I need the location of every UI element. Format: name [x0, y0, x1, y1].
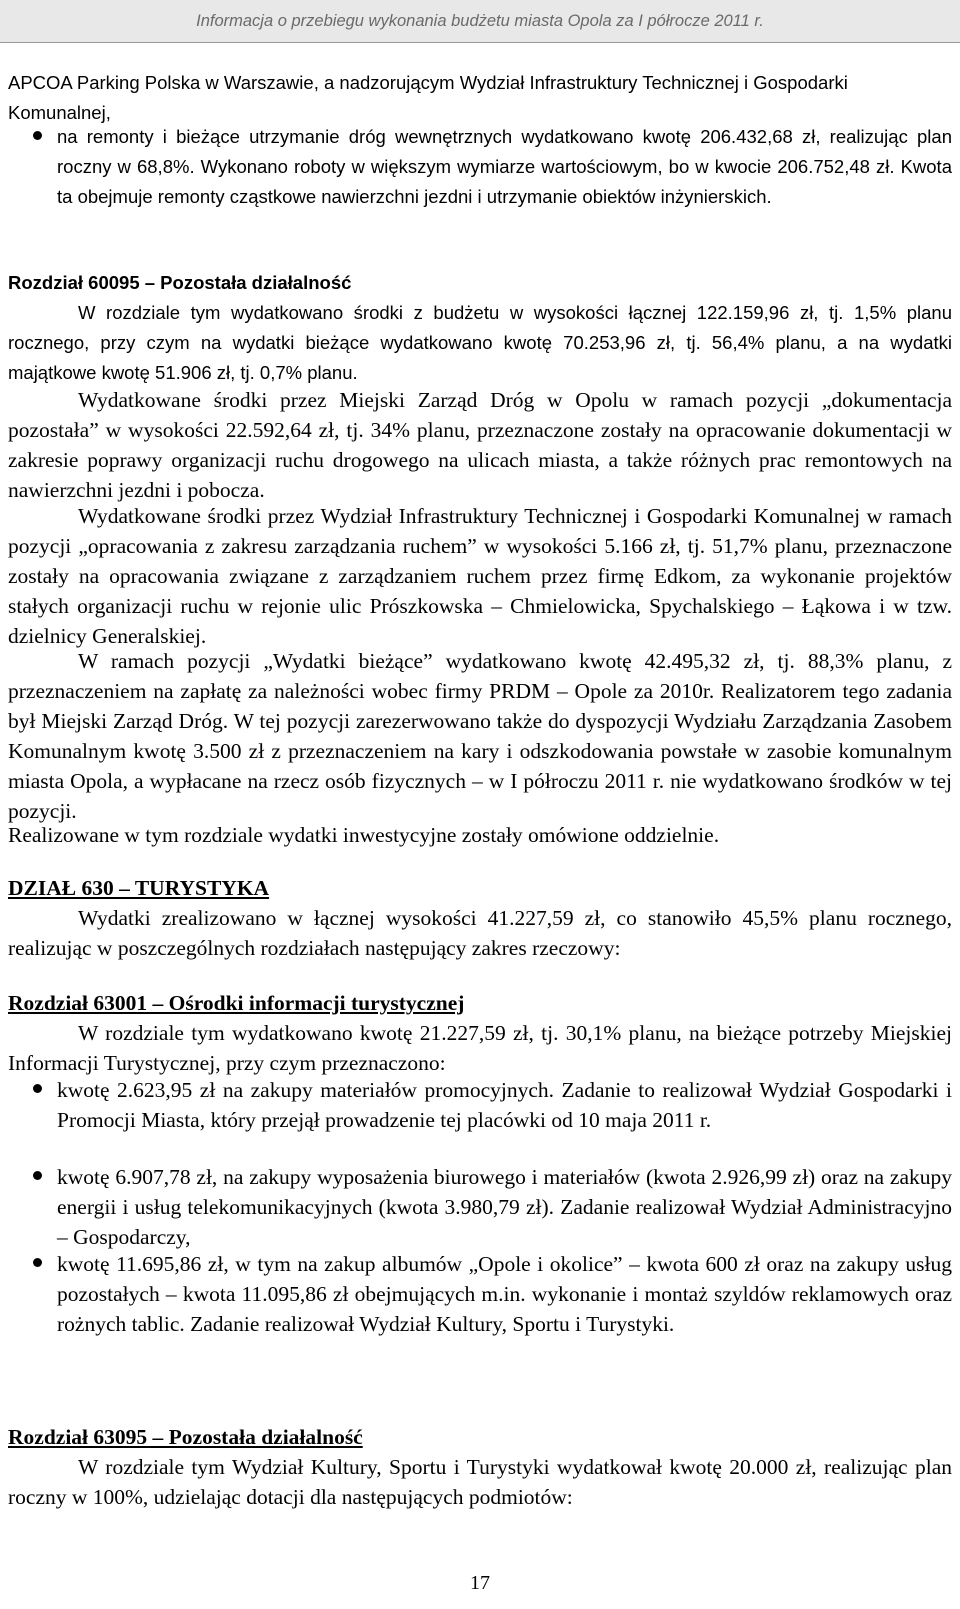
- paragraph-60095-summary: W rozdziale tym wydatkowano środki z budżetu w wysokości łącznej 122.159,96 zł, tj. 1,5% planu rocznego, przy czym na wydatki bieżące wydatkowano kwotę 70.253,96 zł, tj. 56,4% planu, a na wydatki majątkowe kwotę 51.906 zł, tj. 0,7% planu.: [8, 302, 952, 383]
- paragraph-630-summary: Wydatki zrealizowano w łącznej wysokości 41.227,59 zł, co stanowiło 45,5% planu rocznego, realizując w poszczególnych rozdziałach następujący zakres rzeczowy:: [8, 906, 952, 960]
- paragraph-63001-summary: W rozdziale tym wydatkowano kwotę 21.227,59 zł, tj. 30,1% planu, na bieżące potrzeby Miejskiej Informacji Turystycznej, przy czym przeznaczono:: [8, 1021, 952, 1075]
- bullet-icon: [33, 131, 42, 140]
- paragraph-60095-inwestycje: Realizowane w tym rozdziale wydatki inwestycyjne zostały omówione oddzielnie.: [8, 823, 720, 847]
- paragraph-63095-summary: W rozdziale tym Wydział Kultury, Sportu i Turystyki wydatkował kwotę 20.000 zł, realizując plan roczny w 100%, udzielając dotacji dla następujących podmiotów:: [8, 1455, 952, 1509]
- section-heading-63001: Rozdział 63001 – Ośrodki informacji turystycznej: [8, 991, 465, 1015]
- section-heading-63095: Rozdział 63095 – Pozostała działalność: [8, 1425, 363, 1449]
- paragraph-60095-witigk: Wydatkowane środki przez Wydział Infrastruktury Technicznej i Gospodarki Komunalnej w ramach pozycji „opracowania z zakresu zarządzania ruchem” w wysokości 5.166 zł, tj. 51,7% planu, przeznaczone zostały na opracowania związane z zarządzaniem ruchem przez firmę Edkom, za wykonanie projektów stałych organizacji ruchu w rejonie ulic Prószkowska – Chmielowicka, Spychalskiego – Łąkowa i w tzw. dzielnicy Generalskiej.: [8, 504, 952, 648]
- page-header: Informacja o przebiegu wykonania budżetu miasta Opola za I półrocze 2011 r.: [0, 0, 960, 43]
- bullet-icon: [33, 1084, 42, 1093]
- page-number: 17: [470, 1572, 490, 1594]
- paragraph-60095-biezace: W ramach pozycji „Wydatki bieżące” wydatkowano kwotę 42.495,32 zł, tj. 88,3% planu, z przeznaczeniem na zapłatę za należności wobec firmy PRDM – Opole za 2010r. Realizatorem tego zadania był Miejski Zarząd Dróg. W tej pozycji zarezerwowano także do dyspozycji Wydziału Zarządzania Zasobem Komunalnym kwotę 3.500 zł z przeznaczeniem na kary i odszkodowania powstałe w zasobie komunalnym miasta Opola, a wypłacane na rzecz osób fizycznych – w I półroczu 2011 r. nie wydatkowano środków w tej pozycji.: [8, 649, 952, 823]
- section-heading-630: DZIAŁ 630 – TURYSTYKA: [8, 876, 270, 900]
- list-item: kwotę 6.907,78 zł, na zakupy wyposażenia biurowego i materiałów (kwota 2.926,99 zł) oraz na zakupy energii i usług telekomunikacyjnych (kwota 3.980,79 zł). Zadanie realizował Wydział Administracyjno – Gospodarczy,: [57, 1165, 952, 1249]
- intro-bullet-item: na remonty i bieżące utrzymanie dróg wewnętrznych wydatkowano kwotę 206.432,68 zł, realizując plan roczny w 68,8%. Wykonano roboty w większym wymiarze wartościowym, bo w kwocie 206.752,48 zł. Kwota ta obejmuje remonty cząstkowe nawierzchni jezdni i utrzymanie obiektów inżynierskich.: [57, 126, 952, 207]
- bullet-icon: [33, 1171, 42, 1180]
- paragraph-60095-mzd: Wydatkowane środki przez Miejski Zarząd Dróg w Opolu w ramach pozycji „dokumentacja pozostała” w wysokości 22.592,64 zł, tj. 34% planu, przeznaczone zostały na opracowanie dokumentacji w zakresie poprawy organizacji ruchu drogowego na ulicach miasta, a także różnych prac remontowych na nawierzchni jezdni i pobocza.: [8, 388, 952, 502]
- list-item: kwotę 11.695,86 zł, w tym na zakup albumów „Opole i okolice” – kwota 600 zł oraz na zakupy usług pozostałych – kwota 11.095,86 zł obejmujących m.in. wykonanie i montaż szyldów reklamowych oraz rożnych tablic. Zadanie realizował Wydział Kultury, Sportu i Turystyki.: [57, 1252, 952, 1336]
- list-item: kwotę 2.623,95 zł na zakupy materiałów promocyjnych. Zadanie to realizował Wydział Gospodarki i Promocji Miasta, który przejął prowadzenie tej placówki od 10 maja 2011 r.: [57, 1078, 952, 1132]
- intro-paragraph: APCOA Parking Polska w Warszawie, a nadzorującym Wydział Infrastruktury Technicznej i Gospodarki Komunalnej,: [8, 72, 848, 123]
- bullet-icon: [33, 1258, 42, 1267]
- section-heading-60095: Rozdział 60095 – Pozostała działalność: [8, 272, 352, 293]
